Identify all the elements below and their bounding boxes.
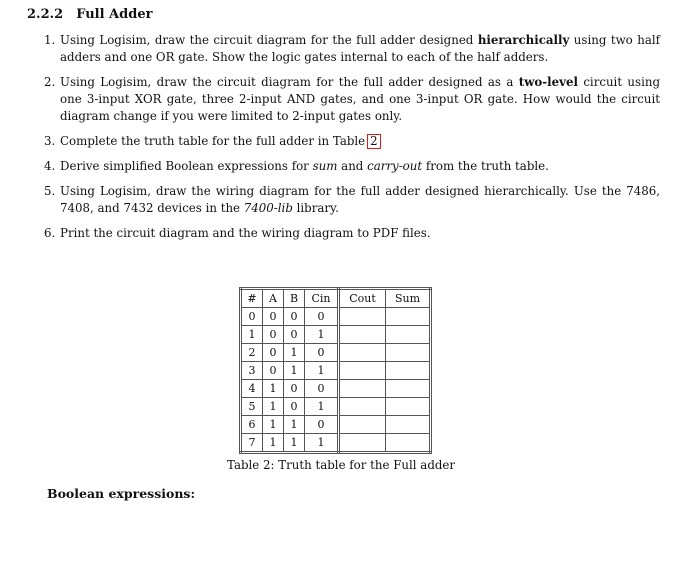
- sum-cell: [386, 308, 431, 326]
- cout-cell: [339, 416, 386, 434]
- task-item-3: 3. Complete the truth table for the full adder in Table 2: [0, 133, 700, 150]
- section-number: 2.2.2: [27, 7, 64, 22]
- cout-cell: [339, 380, 386, 398]
- table-row: 0 0 0 0: [241, 308, 431, 326]
- table-row: 1 0 0 1: [241, 326, 431, 344]
- section-title: Full Adder: [76, 7, 153, 22]
- sum-cell: [386, 434, 431, 453]
- sum-cell: [386, 416, 431, 434]
- task-item-4: 4. Derive simplified Boolean expressions for sum and carry-out from the truth table.: [44, 159, 549, 173]
- task-item-2: 2. Using Logisim, draw the circuit diagram for the full adder designed as a two-level circuit using one 3-input XOR gate, three 2-input AND gates, and one 3-input OR gate. How would the circuit diagram change if you were limited to 2-input gates only.: [44, 75, 661, 123]
- table-row: 5 1 0 1: [241, 398, 431, 416]
- table-row: 4 1 0 0: [241, 380, 431, 398]
- table-row: 6 1 1 0: [241, 416, 431, 434]
- sum-cell: [386, 344, 431, 362]
- sum-cell: [386, 362, 431, 380]
- header-a: A: [263, 289, 284, 308]
- header-cin: Cin: [305, 289, 339, 308]
- sum-cell: [386, 398, 431, 416]
- table-caption: Table 2: Truth table for the Full adder: [227, 458, 456, 472]
- cout-cell: [339, 326, 386, 344]
- task-item-1: 1. Using Logisim, draw the circuit diagram for the full adder designed hierarchically using two half adders and one OR gate. Show the logic gates internal to each of the half adders.: [44, 33, 660, 64]
- table-row: 3 0 1 1: [241, 362, 431, 380]
- section-heading: [27, 7, 152, 22]
- header-b: B: [284, 289, 305, 308]
- sum-cell: [386, 380, 431, 398]
- header-index: #: [241, 289, 263, 308]
- cout-cell: [339, 308, 386, 326]
- table-row: 2 0 1 0: [241, 344, 431, 362]
- cout-cell: [339, 434, 386, 453]
- table-row: 7 1 1 1: [241, 434, 431, 453]
- truth-table: [239, 287, 432, 454]
- task-item-6: 6. Print the circuit diagram and the wiring diagram to PDF files.: [44, 226, 431, 240]
- table-reference-link[interactable]: 2: [367, 134, 381, 149]
- sum-cell: [386, 326, 431, 344]
- boolean-expressions-heading: Boolean expressions:: [47, 486, 196, 501]
- task-item-5: 5. Using Logisim, draw the wiring diagram for the full adder designed hierarchically. Use the 7486, 7408, and 7432 devices in the 7400-lib library.: [44, 184, 660, 215]
- header-sum: Sum: [386, 289, 431, 308]
- task-list: [0, 32, 700, 250]
- header-cout: Cout: [339, 289, 386, 308]
- table-header-row: [241, 289, 431, 308]
- cout-cell: [339, 362, 386, 380]
- cout-cell: [339, 344, 386, 362]
- cout-cell: [339, 398, 386, 416]
